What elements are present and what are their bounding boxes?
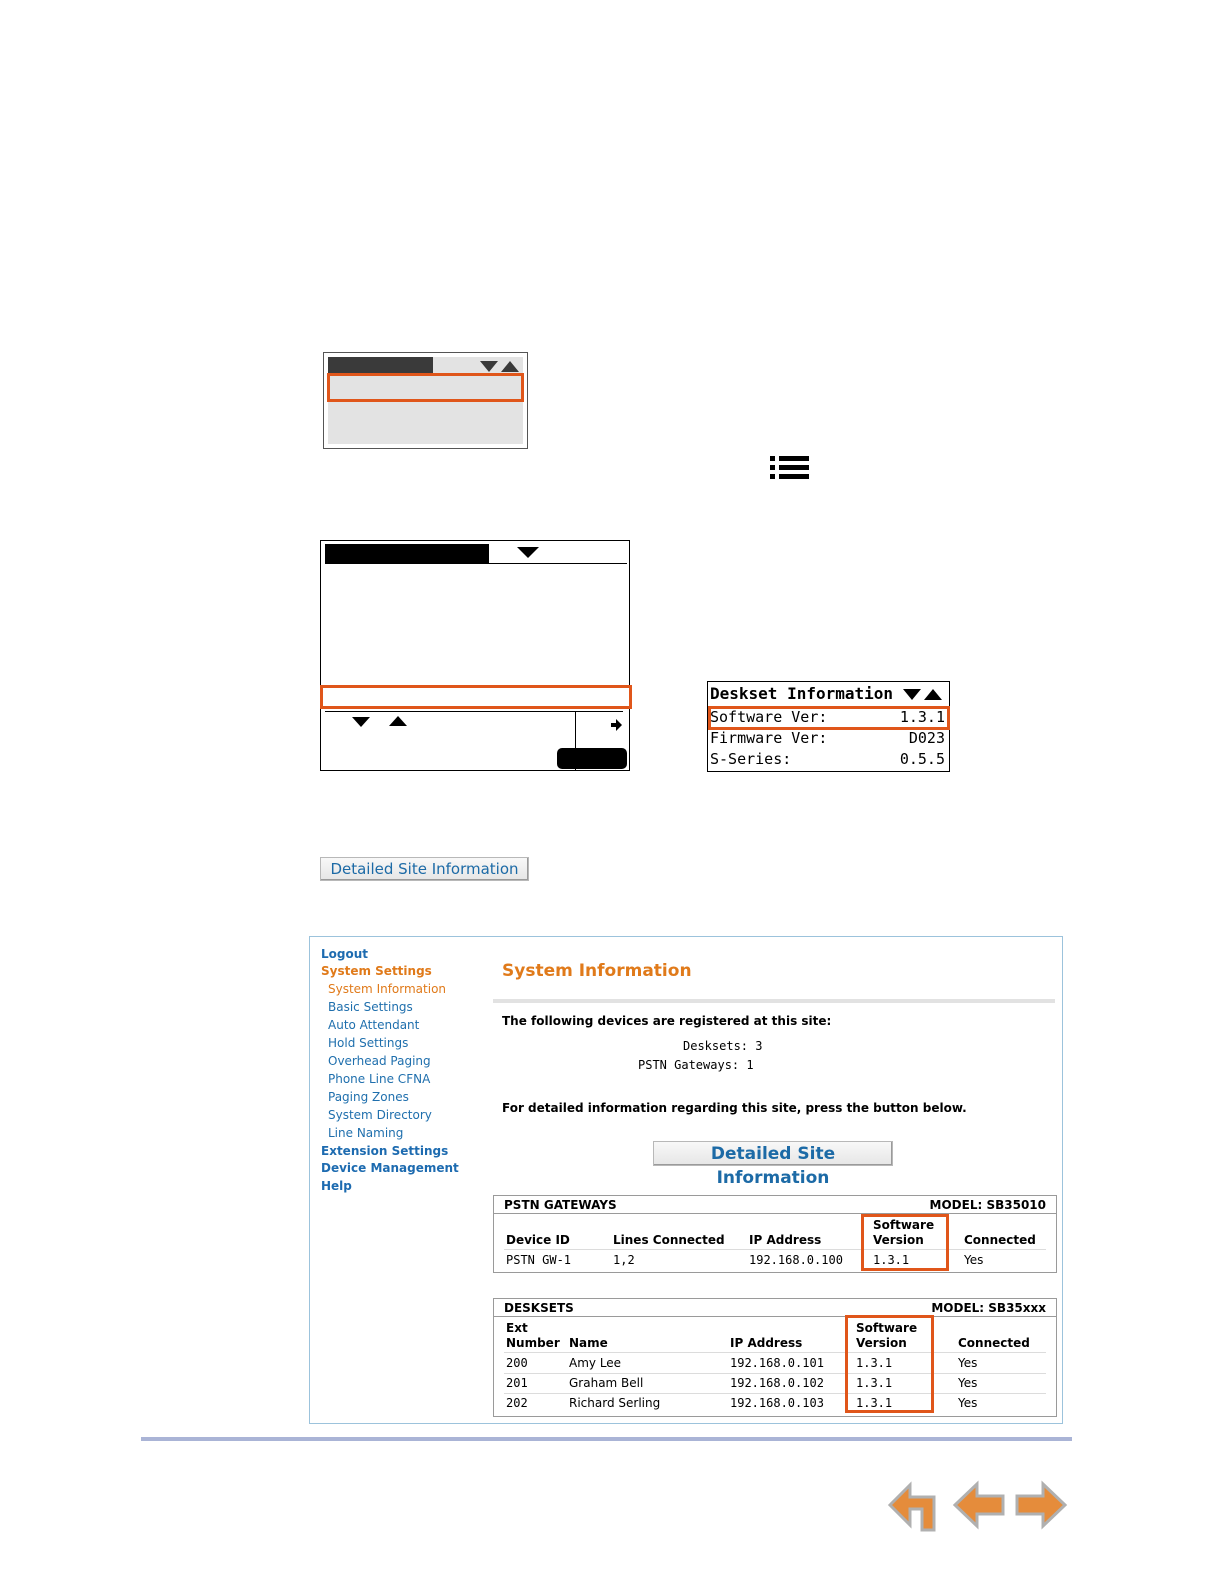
lcd-row-firmware: [710, 728, 945, 748]
table-cell: 1.3.1: [856, 1396, 893, 1410]
column-header: Connected: [964, 1233, 1036, 1247]
table-cell: 1.3.1: [873, 1253, 910, 1267]
lcd-screen-options: [320, 540, 630, 771]
lcd-row-value: 1.3.1: [899, 708, 945, 726]
nav-overhead-paging[interactable]: Overhead Paging: [328, 1054, 431, 1068]
nav-basic-settings[interactable]: Basic Settings: [328, 1000, 413, 1014]
row-divider: [504, 1393, 1046, 1394]
column-header: Ext: [506, 1321, 528, 1335]
gateways-count: PSTN Gateways: 1: [638, 1058, 754, 1072]
lcd-divider: [325, 563, 627, 564]
softkey-button[interactable]: [557, 748, 627, 769]
column-header: Version: [856, 1336, 907, 1350]
lcd-row-label: Firmware Ver:: [710, 729, 828, 747]
table-cell: Graham Bell: [569, 1376, 644, 1390]
column-header: Number: [506, 1336, 560, 1350]
table-cell: 1,2: [613, 1253, 635, 1267]
lcd-row-label: Software Ver:: [710, 708, 828, 726]
table-cell: Richard Serling: [569, 1396, 661, 1410]
table-cell: 200: [506, 1356, 528, 1370]
scroll-arrows-icon: [903, 689, 943, 701]
triangle-up-icon[interactable]: [389, 716, 409, 727]
nav-extension-settings[interactable]: Extension Settings: [321, 1144, 449, 1158]
nav-auto-attendant[interactable]: Auto Attendant: [328, 1018, 420, 1032]
right-arrow-icon[interactable]: [611, 719, 623, 731]
nav-system-settings[interactable]: System Settings: [321, 964, 432, 978]
nav-system-information[interactable]: System Information: [328, 982, 447, 996]
column-header: Software: [873, 1218, 935, 1232]
back-arrow-icon[interactable]: [952, 1480, 1006, 1530]
column-header: Connected: [958, 1336, 1030, 1350]
table-cell: 202: [506, 1396, 528, 1410]
nav-logout[interactable]: Logout: [321, 947, 369, 961]
table-cell: 201: [506, 1376, 528, 1390]
highlight-software-version: [708, 706, 950, 730]
desksets-table: [493, 1298, 1057, 1417]
lcd-title-bar: [328, 357, 433, 374]
column-header: IP Address: [749, 1233, 822, 1247]
table-cell: 192.168.0.103: [730, 1396, 824, 1410]
triangle-down-icon[interactable]: [352, 717, 372, 728]
row-divider: [504, 1249, 1046, 1250]
table-title: DESKSETS: [504, 1301, 574, 1315]
column-header: Version: [873, 1233, 924, 1247]
nav-system-directory[interactable]: System Directory: [328, 1108, 432, 1122]
table-cell: 192.168.0.101: [730, 1356, 824, 1370]
table-model: MODEL: SB35010: [929, 1198, 1046, 1212]
nav-line-naming[interactable]: Line Naming: [328, 1126, 404, 1140]
table-cell: Amy Lee: [569, 1356, 622, 1370]
table-cell: 1.3.1: [856, 1376, 893, 1390]
triangle-down-icon: [517, 547, 541, 559]
title-separator: [493, 999, 1055, 1003]
nav-help[interactable]: Help: [321, 1179, 352, 1193]
menu-list-icon: [770, 454, 810, 482]
forward-arrow-icon[interactable]: [1014, 1480, 1068, 1530]
highlight-option: [320, 685, 632, 709]
table-cell: Yes: [964, 1253, 984, 1267]
web-ui-panel: [309, 936, 1063, 1424]
highlight-deskset-software-version: [845, 1315, 934, 1413]
lcd-row-value: D023: [908, 729, 945, 747]
table-title: PSTN GATEWAYS: [504, 1198, 617, 1212]
column-header: Device ID: [506, 1233, 570, 1247]
table-cell: PSTN GW-1: [506, 1253, 572, 1267]
lcd-divider: [325, 711, 623, 712]
column-header: Name: [569, 1336, 608, 1350]
scroll-arrows-icon: [480, 361, 520, 373]
table-cell: Yes: [958, 1396, 978, 1410]
table-cell: Yes: [958, 1356, 978, 1370]
column-header: IP Address: [730, 1336, 803, 1350]
highlight-pstn-software-version: [861, 1214, 949, 1271]
lcd-row-sseries: [710, 749, 945, 769]
desksets-count: Desksets: 3: [683, 1039, 763, 1053]
table-model: MODEL: SB35xxx: [931, 1301, 1046, 1315]
table-cell: 192.168.0.100: [749, 1253, 843, 1267]
nav-device-management[interactable]: Device Management: [321, 1161, 459, 1175]
nav-hold-settings[interactable]: Hold Settings: [328, 1036, 409, 1050]
registered-text: The following devices are registered at this site:: [502, 1014, 832, 1028]
column-header: Lines Connected: [613, 1233, 725, 1247]
table-header-bar: [494, 1299, 1056, 1317]
highlight-menu-item: [327, 373, 524, 402]
table-cell: Yes: [958, 1376, 978, 1390]
row-divider: [504, 1352, 1046, 1353]
detailed-site-information-button[interactable]: Detailed Site Information: [320, 857, 529, 881]
nav-paging-zones[interactable]: Paging Zones: [328, 1090, 409, 1104]
page-title: System Information: [502, 961, 692, 981]
lcd-title: [710, 684, 945, 704]
detail-text: For detailed information regarding this site, press the button below.: [502, 1101, 967, 1115]
detailed-site-information-button[interactable]: Detailed Site Information: [653, 1141, 893, 1166]
lcd-title-bar: [325, 544, 489, 563]
pstn-gateways-table: [493, 1195, 1057, 1273]
table-cell: 192.168.0.102: [730, 1376, 824, 1390]
footer-divider: [141, 1437, 1072, 1441]
table-header-bar: [494, 1196, 1056, 1214]
return-arrow-icon[interactable]: [886, 1480, 942, 1534]
column-header: Software: [856, 1321, 918, 1335]
table-cell: 1.3.1: [856, 1356, 893, 1370]
nav-phone-line-cfna[interactable]: Phone Line CFNA: [328, 1072, 431, 1086]
lcd-row-value: 0.5.5: [899, 750, 945, 768]
lcd-title-text: Deskset Information: [710, 684, 894, 703]
row-divider: [504, 1373, 1046, 1374]
lcd-row-label: S-Series:: [710, 750, 792, 768]
